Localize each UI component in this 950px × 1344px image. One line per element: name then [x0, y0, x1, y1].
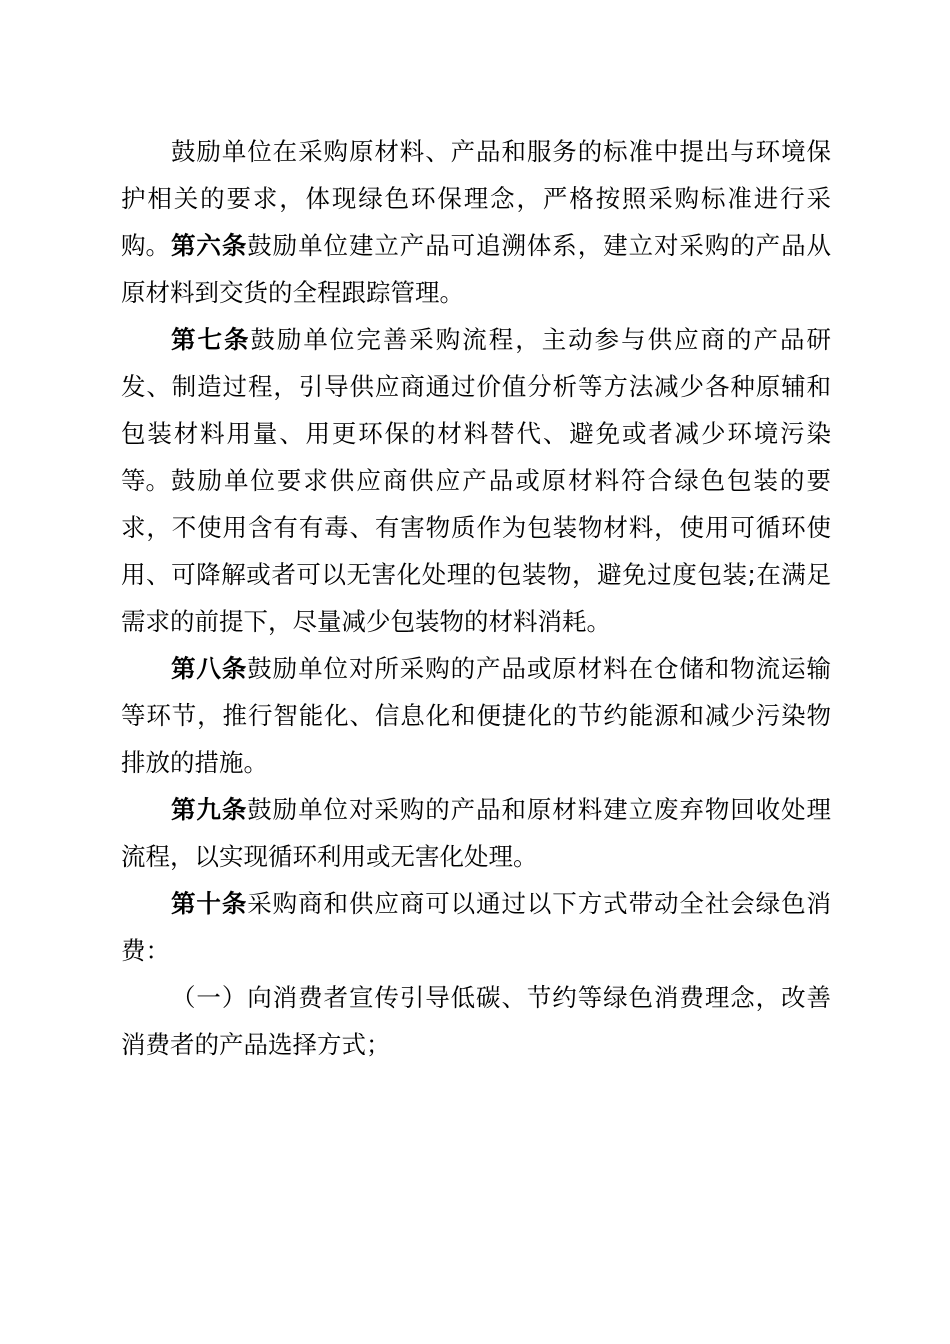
paragraph-text: （一）向消费者宣传引导低碳、节约等绿色消费理念，改善消费者的产品选择方式；: [121, 983, 831, 1059]
article-number: 第八条: [171, 654, 248, 683]
paragraph-text: 鼓励单位对所采购的产品或原材料在仓储和物流运输等环节，推行智能化、信息化和便捷化的节约能源和减少污染物排放的措施。: [121, 654, 832, 777]
article-number: 第十条: [171, 889, 248, 918]
article-number: 第六条: [171, 231, 248, 260]
paragraph-text: 鼓励单位在采购原材料、产品和服务的标准中提出与环境保护相关的要求，体现绿色环保理念，严格按照采购标准进行采购。: [121, 137, 831, 260]
article-number: 第九条: [171, 795, 248, 824]
paragraph-article-6: [121, 222, 831, 316]
paragraph-text: 鼓励单位对采购的产品和原材料建立废弃物回收处理流程，以实现循环利用或无害化处理。: [121, 795, 832, 871]
paragraph-text: 鼓励单位完善采购流程，主动参与供应商的产品研发、制造过程，引导供应商通过价值分析等方法减少各种原辅和包装材料用量、用更环保的材料替代、避免或者减少环境污染等。: [121, 325, 831, 495]
paragraph-green-packaging: [121, 457, 831, 645]
paragraph-text: 鼓励单位建立产品可追溯体系，建立对采购的产品从原材料到交货的全程跟踪管理。: [121, 231, 832, 307]
paragraph-article-10: [121, 880, 831, 974]
paragraph-text: 采购商和供应商可以通过以下方式带动全社会绿色消费：: [121, 889, 832, 965]
paragraph-text: 鼓励单位要求供应商供应产品或原材料符合绿色包装的要求，不使用含有有毒、有害物质作为包装物材料，使用可循环使用、可降解或者可以无害化处理的包装物，避免过度包装;在满足需求的前提下，尽量减少包装物的材料消耗。: [121, 466, 831, 636]
paragraph-article-9: [121, 786, 831, 880]
article-number: 第七条: [171, 325, 251, 354]
paragraph-article-8: [121, 645, 831, 786]
paragraph-list-item-1: [121, 974, 831, 1068]
